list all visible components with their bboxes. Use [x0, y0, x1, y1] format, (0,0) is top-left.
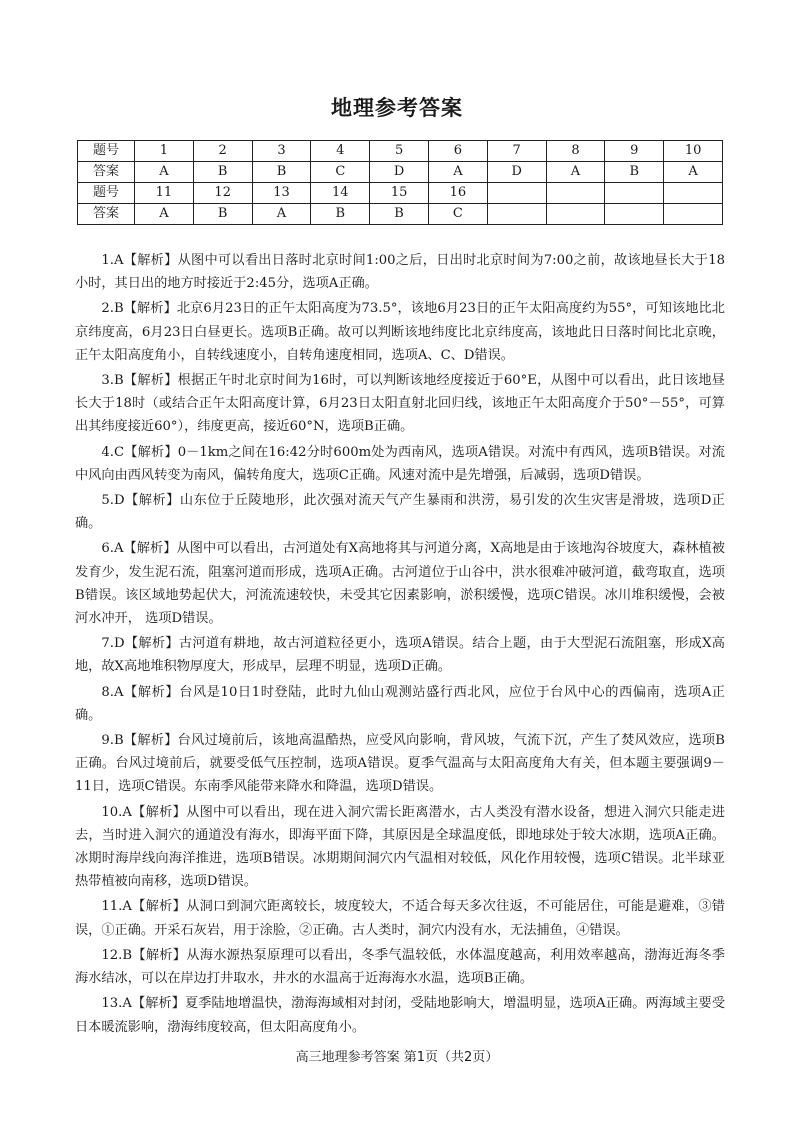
explanations: [75, 249, 725, 1041]
answer-cell: [605, 204, 664, 225]
question-cell: 1: [135, 141, 194, 162]
explanation-item: 1.A【解析】从图中可以看出日落时北京时间1:00之后，日出时北京时间为7:00之前，故该地昼长大于18小时，其日出的地方时接近于2:45分，选项A正确。: [75, 253, 725, 292]
explanation-item: 10.A【解析】从图中可以看出，现在进入洞穴需长距离潜水，古人类没有潜水设备，想进入洞穴只能走进去，当时进入洞穴的通道没有海水，即海平面下降，其原因是全球温度低，即地球处于较大冰期，选项A正确。冰期时海岸线向海洋推进，选项B错误。冰期期间洞穴内气温相对较低，风化作用较慢，选项C错误。北半球亚热带植被向南移，选项D错误。: [75, 804, 725, 890]
question-cell: 12: [193, 183, 252, 204]
row-header-question: 题号: [78, 141, 135, 162]
answer-cell: B: [252, 162, 311, 183]
explanation-item: 7.D【解析】古河道有耕地，故古河道粒径更小，选项A错误。结合上题，由于大型泥石流阻塞，形成X高地，故X高地堆积物厚度大，形成早，层理不明显，选项D正确。: [75, 636, 725, 675]
question-cell: 14: [311, 183, 370, 204]
answer-cell: A: [546, 162, 605, 183]
row-header-answer: 答案: [78, 162, 135, 183]
explanation-item: 11.A【解析】从洞口到洞穴距离较长，坡度较大，不适合每天多次往返，不可能居住，可能是避难，③错误，①正确。开采石灰岩，用于涂脸，②正确。古人类时，洞穴内没有水，无法捕鱼，④错误。: [75, 899, 725, 938]
explanation-item: 5.D【解析】山东位于丘陵地形，此次强对流天气产生暴雨和洪涝，易引发的次生灾害是滑坡，选项D正确。: [75, 493, 725, 532]
answer-table: [77, 140, 723, 225]
question-cell: 16: [428, 183, 487, 204]
question-cell: 13: [252, 183, 311, 204]
answer-cell: A: [135, 204, 194, 225]
answer-cell: B: [193, 162, 252, 183]
answer-cell: [546, 204, 605, 225]
answer-cell: A: [135, 162, 194, 183]
row-header-question: 题号: [78, 183, 135, 204]
question-cell: [605, 183, 664, 204]
row-header-answer: 答案: [78, 204, 135, 225]
answer-cell: [487, 204, 546, 225]
page-title: 地理参考答案: [331, 96, 463, 120]
question-cell: [487, 183, 546, 204]
explanation-item: 13.A【解析】夏季陆地增温快，渤海海域相对封闭，受陆地影响大，增温明显，选项A正确。两海域主要受日本暖流影响，渤海纬度较高，但太阳高度角小。: [75, 996, 725, 1035]
answer-cell: B: [311, 204, 370, 225]
answer-cell: C: [311, 162, 370, 183]
answer-cell: A: [428, 162, 487, 183]
question-cell: [664, 183, 723, 204]
answer-table-row-question: [78, 141, 723, 162]
question-cell: 3: [252, 141, 311, 162]
question-cell: 4: [311, 141, 370, 162]
question-cell: 5: [370, 141, 429, 162]
question-cell: [546, 183, 605, 204]
answer-cell: [664, 204, 723, 225]
question-cell: 7: [487, 141, 546, 162]
explanation-item: 8.A【解析】台风是10日1时登陆，此时九仙山观测站盛行西北风，应位于台风中心的西偏南，选项A正确。: [75, 684, 725, 723]
question-cell: 6: [428, 141, 487, 162]
answer-table-row-answer: [78, 204, 723, 225]
explanation-item: 2.B【解析】北京6月23日的正午太阳高度为73.5°，该地6月23日的正午太阳高度约为55°，可知该地比北京纬度高，6月23日白昼更长。选项B正确。故可以判断该地纬度比北京纬度高，该地此日日落时间比北京晚，正午太阳高度角小，自转线速度小，自转角速度相同，选项A、C、D错误。: [75, 301, 725, 363]
answer-cell: D: [487, 162, 546, 183]
question-cell: 15: [370, 183, 429, 204]
question-cell: 11: [135, 183, 194, 204]
explanation-item: 9.B【解析】台风过境前后，该地高温酷热，应受风向影响，背风坡，气流下沉，产生了焚风效应，选项B正确。台风过境前后，就要受低气压控制，选项A错误。夏季气温高与太阳高度角大有关，但本题主要强调9－11日，选项C错误。东南季风能带来降水和降温，选项D错误。: [75, 733, 725, 795]
question-cell: 9: [605, 141, 664, 162]
question-cell: 10: [664, 141, 723, 162]
explanation-item: 6.A【解析】从图中可以看出，古河道处有X高地将其与河道分离，X高地是由于该地沟谷坡度大，森林植被发育少，发生泥石流，阻塞河道而形成，选项A正确。古河道位于山谷中，洪水很难冲破河道，截弯取直，选项B错误。该区域地势起伏大，河流流速较快，未受其它因素影响，淤积缓慢，选项C错误。冰川堆积缓慢，会被河水冲开， 选项D错误。: [75, 541, 725, 627]
explanation-item: 12.B【解析】从海水源热泵原理可以看出，冬季气温较低，水体温度越高，利用效率越高，渤海近海冬季海水结冰，可以在岸边打井取水，井水的水温高于近海海水水温，选项B正确。: [75, 947, 725, 987]
page-footer: 高三地理参考答案 第1页（共2页）: [295, 1050, 499, 1065]
answer-cell: B: [370, 204, 429, 225]
answer-cell: A: [664, 162, 723, 183]
question-cell: 8: [546, 141, 605, 162]
explanation-item: 3.B【解析】根据正午时北京时间为16时，可以判断该地经度接近于60°E，从图中可以看出，此日该地昼长大于18时（或结合正午太阳高度计算，6月23日太阳直射北回归线，该地正午太阳高度介于50°－55°，可算出其纬度接近60°），纬度更高，接近60°N，选项B正确。: [75, 373, 725, 435]
answer-cell: C: [428, 204, 487, 225]
answer-cell: A: [252, 204, 311, 225]
answer-table-row-answer: [78, 162, 723, 183]
answer-cell: B: [605, 162, 664, 183]
explanation-item: 4.C【解析】0－1km之间在16:42分时600m处为西南风，选项A错误。对流中有西风，选项B错误。对流中风向由西风转变为南风，偏转角度大，选项C正确。风速对流中是先增强，后减弱，选项D错误。: [75, 444, 725, 483]
answer-cell: B: [193, 204, 252, 225]
answer-table-row-question: [78, 183, 723, 204]
question-cell: 2: [193, 141, 252, 162]
answer-cell: D: [370, 162, 429, 183]
